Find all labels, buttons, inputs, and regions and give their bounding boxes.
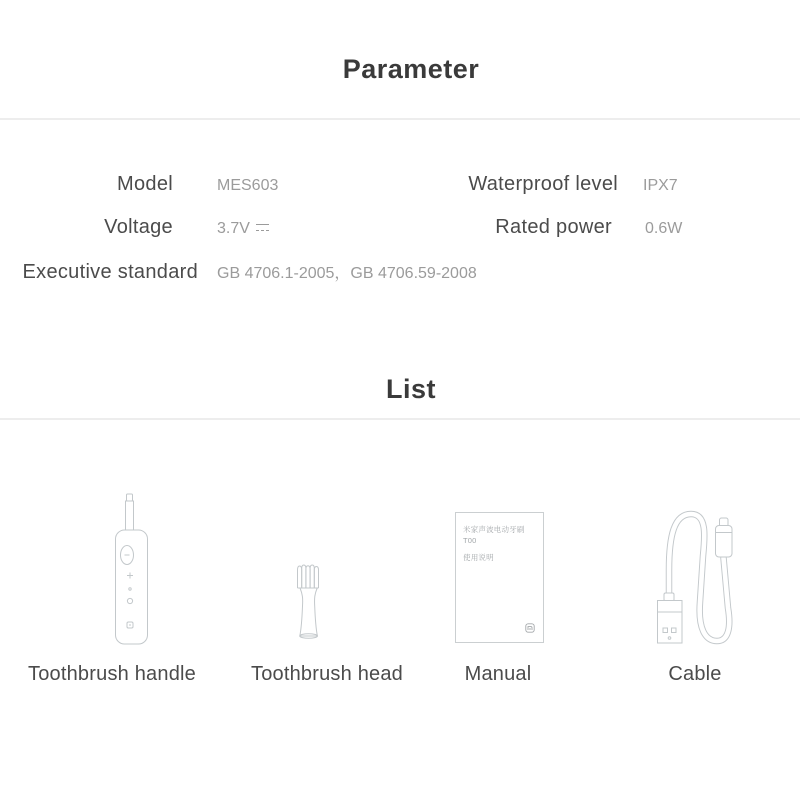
cable-label: Cable [668, 663, 722, 685]
executive-standard-value: GB 4706.1-2005，GB 4706.59-2008 [217, 265, 477, 282]
toothbrush-head-label: Toothbrush head [250, 663, 404, 685]
model-label: Model [117, 173, 173, 195]
section-divider [0, 118, 800, 120]
toothbrush-head-illustration [278, 556, 338, 644]
rated-power-label: Rated power [495, 216, 612, 238]
cable-illustration [648, 498, 748, 648]
toothbrush-handle-label: Toothbrush handle [28, 663, 196, 685]
manual-subtitle-text: 使用说明 [463, 552, 494, 562]
waterproof-level-label: Waterproof level [468, 173, 618, 195]
executive-standard-label: Executive standard [22, 261, 198, 283]
manual-illustration [455, 512, 544, 643]
rated-power-value: 0.6W [645, 220, 683, 237]
voltage-label: Voltage [104, 216, 173, 238]
manual-title-text: 米家声波电动牙刷T00 [463, 525, 525, 546]
toothbrush-handle-illustration [100, 486, 162, 648]
voltage-value: 3.7V [217, 220, 269, 238]
section-divider [0, 418, 800, 420]
parameter-section-title: Parameter [342, 54, 480, 84]
dc-symbol-icon [256, 224, 269, 231]
mijia-logo-icon [525, 623, 535, 633]
waterproof-level-value: IPX7 [643, 177, 678, 194]
model-value: MES603 [217, 177, 279, 194]
manual-label: Manual [464, 663, 532, 685]
list-section-title: List [385, 374, 436, 404]
